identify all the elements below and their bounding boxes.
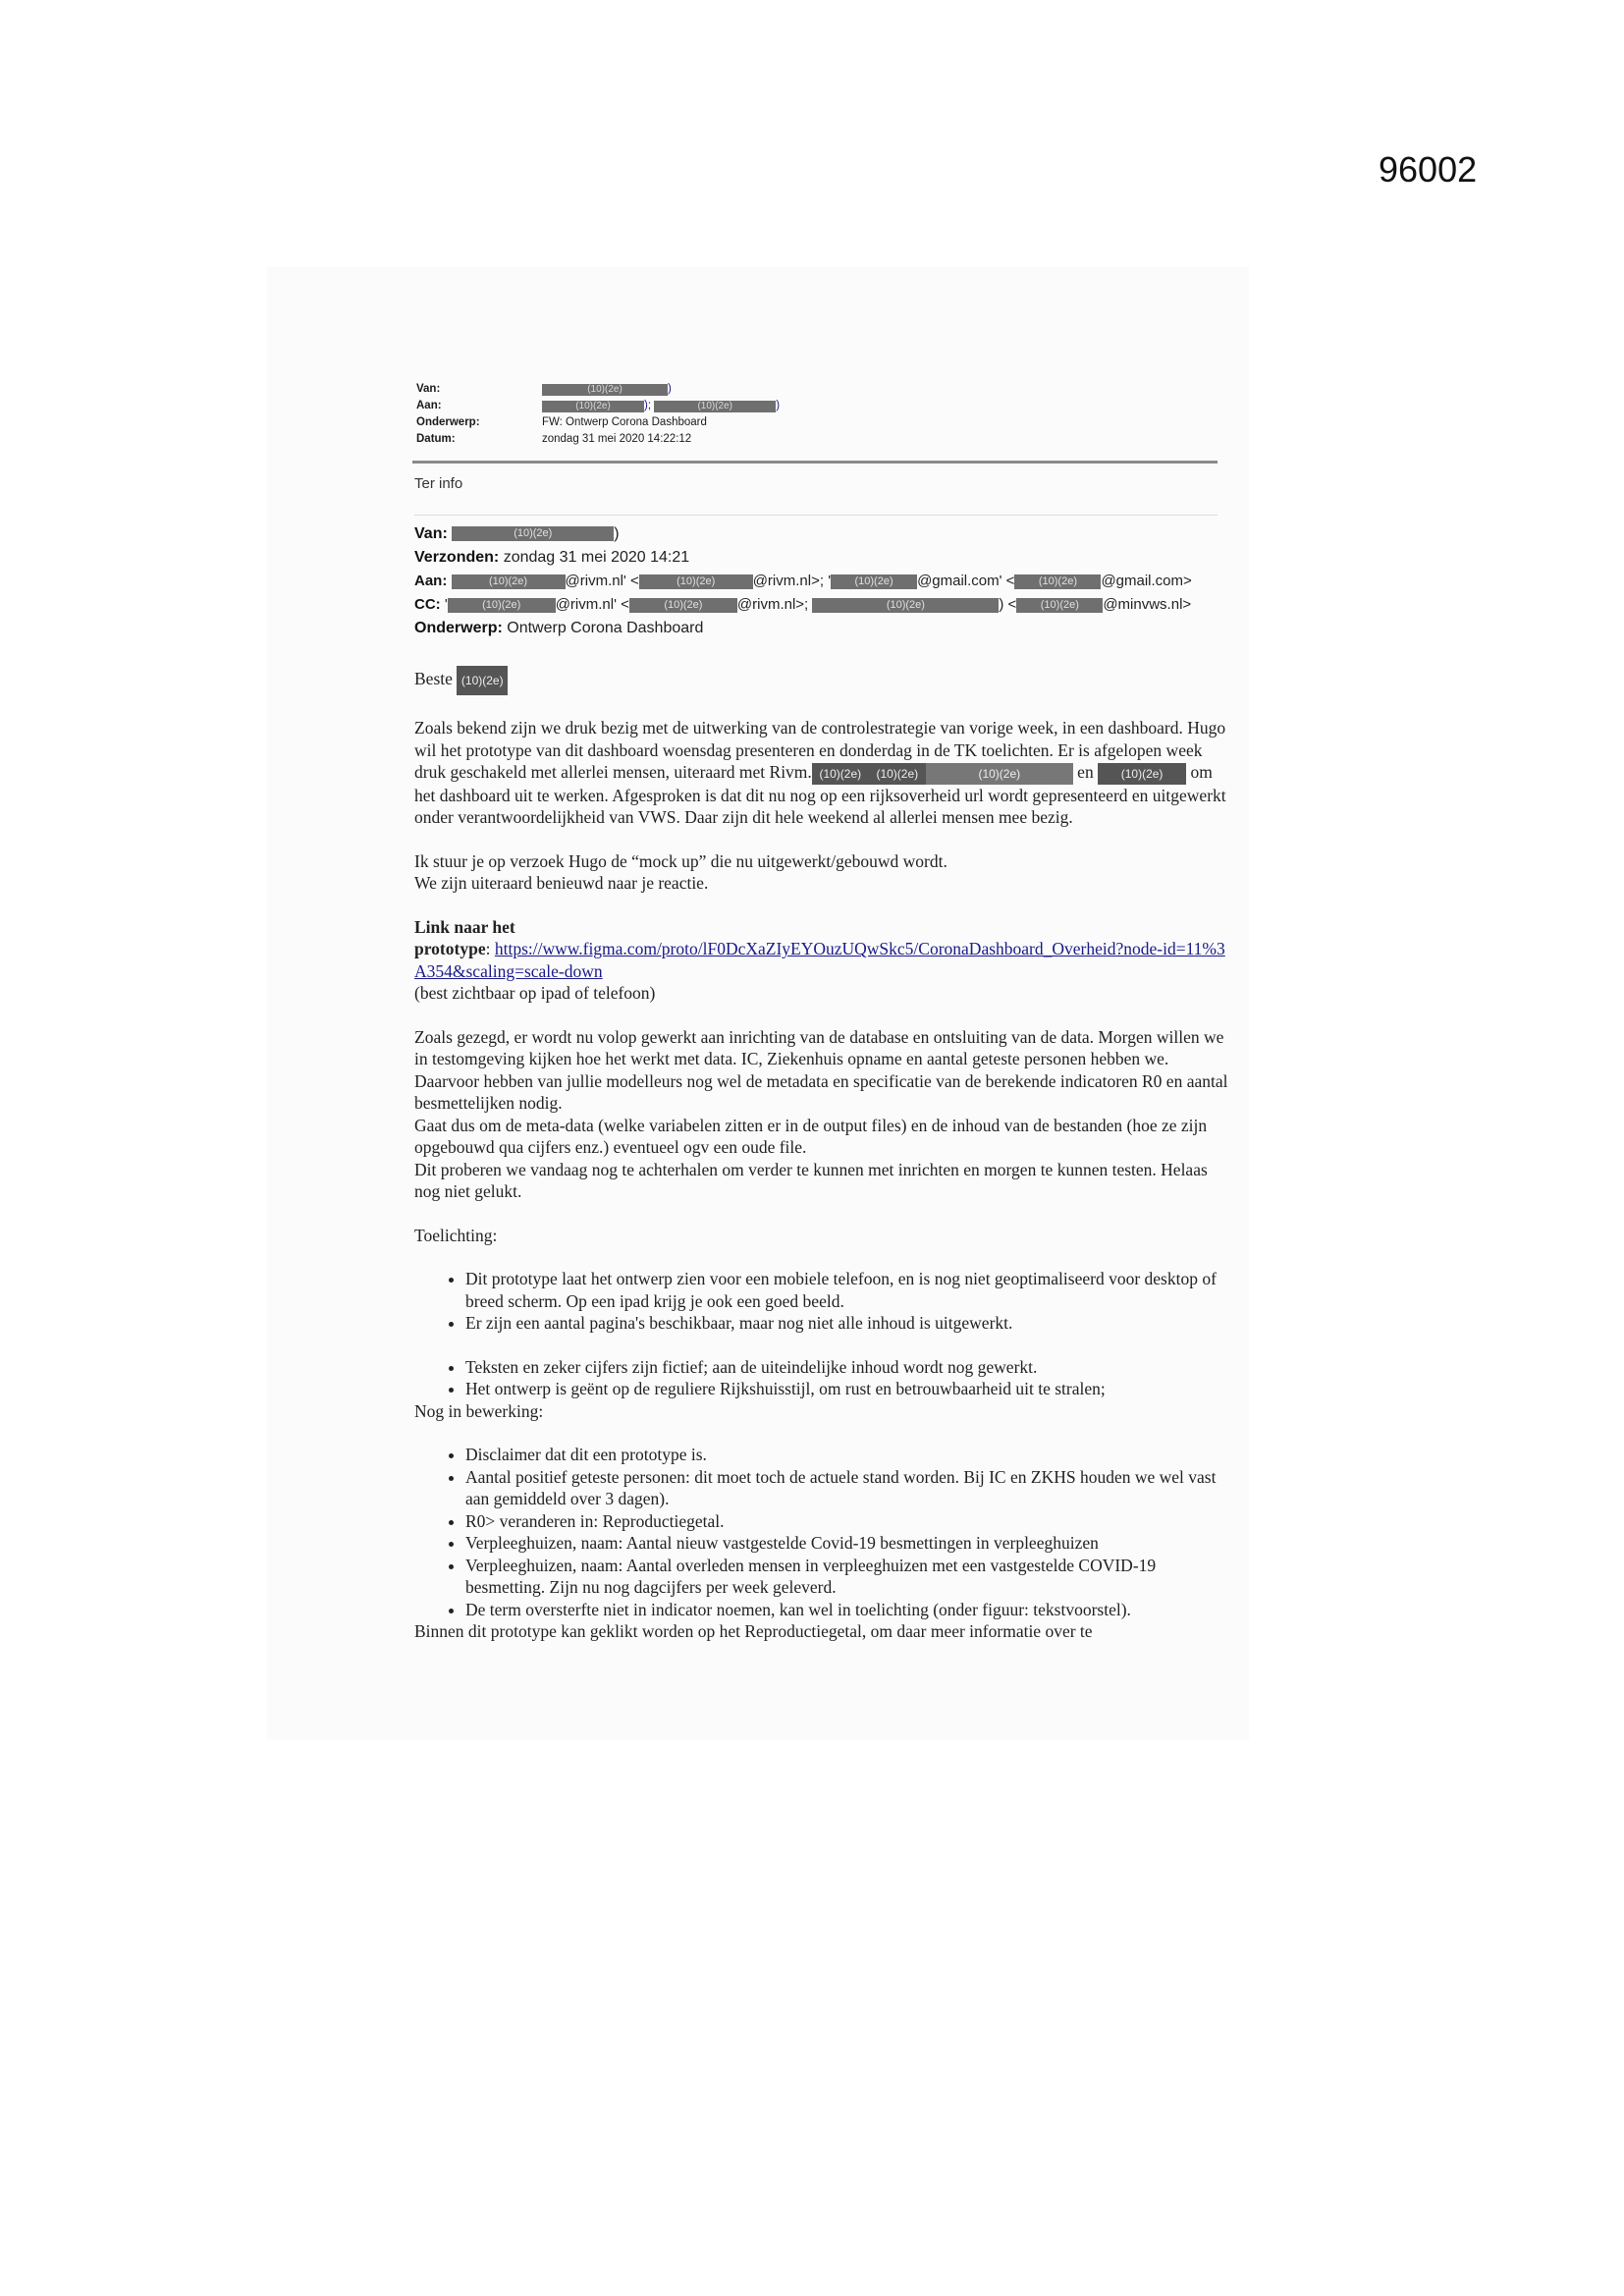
para-3d: Dit proberen we vandaag nog te achterhalen om verder te kunnen met inrichten en morgen te kunnen testen. Helaas nog niet gelukt.: [414, 1159, 1208, 1202]
redaction: (10)(2e): [452, 526, 614, 541]
redaction: (10)(2e): [542, 384, 668, 396]
redaction: (10)(2e): [629, 598, 737, 613]
list-item: • Verpleeghuizen, naam: Aantal overleden mensen in verpleeghuizen met een vastgestelde COVID-19 besmetting. Zijn nu nog dagcijfers per week geleverd.: [465, 1555, 1229, 1599]
datum-label: Datum:: [416, 433, 456, 445]
list-item: • Er zijn een aantal pagina's beschikbaar, maar nog niet alle inhoud is uitgewerkt.: [465, 1312, 1229, 1335]
aan-part: @gmail.com>: [1101, 573, 1192, 589]
redaction: (10)(2e): [639, 574, 753, 589]
cc-part: @rivm.nl>;: [736, 596, 809, 613]
redaction: (10)(2e): [654, 401, 776, 412]
verzonden: zondag 31 mei 2020 14:21: [503, 549, 690, 566]
bullet-list-2: [414, 1356, 1229, 1400]
nog-heading: Nog in bewerking:: [414, 1400, 544, 1421]
redaction: (10)(2e): [831, 574, 917, 589]
bullet-list-3: [414, 1444, 1229, 1620]
document-number: 96002: [1379, 149, 1478, 190]
list-item: • Aantal positief geteste personen: dit moet toch de actuele stand worden. Bij IC en ZKHS houden we wel vast aan gemiddeld over 3 dagen).: [465, 1466, 1229, 1510]
redaction: (10)(2e): [1014, 574, 1101, 589]
forwarded-header: Van: (10)(2e) ) Verzonden: zondag 31 mei 2020 14:21 Aan: (10)(2e) @rivm.nl' < (10)(2e) @rivm.nl>; ' (10)(2e) @gmail.com' < (10)(2e) @gmail.com> CC: ' (10)(2e) @rivm.nl' < (10)(2e) @rivm.nl>; (10)(2e) ) < (10)(2e) @minvws.nl> Onderwerp: Ontwerp Corona Dashboard: [414, 525, 1192, 636]
cc-label: CC:: [414, 596, 441, 613]
para-3c: Gaat dus om de meta-data (welke variabelen zitten er in de output files) en de inhoud van de bestanden (hoe ze zijn opgebouwd qua cijfers enz.) eventueel ogv een oude file.: [414, 1115, 1208, 1158]
aan-part: @gmail.com' <: [917, 573, 1015, 589]
redaction: (10)(2e): [1098, 763, 1186, 785]
link-title-2: prototype: [414, 939, 486, 959]
email-body: Beste (10)(2e) Zoals bekend zijn we druk bezig met de uitwerking van de controlestrategie van vorige week, in een dashboard. Hugo wil het prototype van dit dashboard woensdag presenteren en donderdag in de TK toelichten. Er is afgelopen week druk geschakeld met allerlei mensen, uiteraard met Rivm. (10)(2e) (10)(2e) (10)(2e) en (10)(2e) om het dashboard uit te werken. Afgesproken is dat dit nu nog op een rijksoverheid url wordt gepresenteerd en uitgewerkt onder verantwoordelijkheid van VWS. Daar zijn dit hele weekend al allerlei mensen mee bezig. Ik stuur je op verzoek Hugo de “mock up” die nu uitgewerkt/gebouwd wordt. We zijn uiteraard benieuwd naar je reactie. Link naar het prototype: https://www.figma.com/proto/lF0DcXaZIyEYOuzUQwSkc5/CoronaDashboard_Overheid?node-id=11%3A354&scaling=scale-down (best zichtbaar op ipad of telefoon) Zoals gezegd, er wordt nu volop gewerkt aan inrichting van de database en ontsluiting van de data. Morgen willen we in testomgeving kijken hoe het werkt met data. IC, Ziekenhuis opname en aantal geteste personen hebben we. Daarvoor hebben van jullie modelleurs nog wel de metadata en specificatie van de berekende indicatoren R0 en aantal besmettelijken nodig. Gaat dus om de meta-data (welke variabelen zitten er in de output files) en de inhoud van de bestanden (hoe ze zijn opgebouwd qua cijfers enz.) eventueel ogv een oude file. Dit proberen we vandaag nog te achterhalen om verder te kunnen met inrichten en morgen te kunnen testen. Helaas nog niet gelukt. Toelichting: • Dit prototype laat het ontwerp zien voor een mobiele telefoon, en is nog niet geoptimaliseerd voor desktop of breed scherm. Op een ipad krijg je ook een goed beeld. • Er zijn een aantal pagina's beschikbaar, maar nog niet alle inhoud is uitgewerkt. • Teksten en zeker cijfers zijn fictief; aan de uiteindelijke inhoud wordt nog gewerkt. • Het ontwerp is geënt op de reguliere Rijkshuisstijl, om rust en betrouwbaarheid uit te stralen; Nog in bewerking: • Disclaimer dat dit een prototype is. • Aantal positief geteste personen: dit moet toch de actuele stand worden. Bij IC en ZKHS houden we wel vast aan gemiddeld over 3 dagen). • R0> veranderen in: Reproductiegetal. • Verpleeghuizen, naam: Aantal nieuw vastgestelde Covid-19 besmettingen in verpleeghuizen • Verpleeghuizen, naam: Aantal overleden mensen in verpleeghuizen met een vastgestelde COVID-19 besmetting. Zijn nu nog dagcijfers per week geleverd. • De term oversterfte niet in indicator noemen, kan wel in toelichting (onder figuur: tekstvoorstel). Binnen dit prototype kan geklikt worden op het Reproductiegetal, om daar meer informatie over te: [414, 666, 1229, 1643]
list-item: • Teksten en zeker cijfers zijn fictief; aan de uiteindelijke inhoud wordt nog gewerkt.: [465, 1356, 1229, 1379]
aan-label: Aan:: [416, 400, 442, 411]
redaction: (10)(2e): [542, 401, 644, 412]
aan-part: @rivm.nl>; ': [752, 573, 832, 589]
toelichting-heading: Toelichting:: [414, 1225, 498, 1245]
onderwerp-label: Onderwerp:: [416, 416, 480, 428]
list-item: • De term oversterfte niet in indicator noemen, kan wel in toelichting (onder figuur: tekstvoorstel).: [465, 1599, 1229, 1621]
list-item: • Dit prototype laat het ontwerp zien voor een mobiele telefoon, en is nog niet geoptimaliseerd voor desktop of breed scherm. Op een ipad krijg je ook een goed beeld.: [465, 1268, 1229, 1312]
divider: [414, 515, 1218, 516]
date: zondag 31 mei 2020 14:22:12: [542, 433, 692, 445]
redaction: (10)(2e): [869, 763, 926, 785]
list-item: • Verpleeghuizen, naam: Aantal nieuw vastgestelde Covid-19 besmettingen in verpleeghuizen: [465, 1532, 1229, 1555]
para-2-line1: Ik stuur je op verzoek Hugo de “mock up” die nu uitgewerkt/gebouwd wordt.: [414, 850, 947, 871]
para-3: Zoals gezegd, er wordt nu volop gewerkt aan inrichting van de database en ontsluiting van de data. Morgen willen we in testomgeving kijken hoe het werkt met data. IC, Ziekenhuis opname en aantal geteste personen hebben we.: [414, 1026, 1224, 1069]
header-divider: [412, 461, 1218, 464]
greeting: Beste: [414, 669, 453, 689]
fwd-aan-label: Aan:: [414, 573, 448, 589]
van-label: Van:: [416, 383, 441, 395]
fwd-onderwerp-label: Onderwerp:: [414, 620, 503, 636]
para-3b: Daarvoor hebben van jullie modelleurs nog wel de metadata en specificatie van de berekende indicatoren R0 en aantal besmettelijken nodig.: [414, 1070, 1228, 1114]
redaction: (10)(2e): [448, 598, 556, 613]
subject: FW: Ontwerp Corona Dashboard: [542, 416, 707, 428]
list-item: • Disclaimer dat dit een prototype is.: [465, 1444, 1229, 1466]
cc-part: ) <: [999, 596, 1017, 613]
fwd-van-label: Van:: [414, 525, 448, 542]
list-item: • Het ontwerp is geënt op de reguliere Rijkshuisstijl, om rust en betrouwbaarheid uit te stralen;: [465, 1378, 1229, 1400]
redaction: (10)(2e): [812, 598, 999, 613]
aan-part: @rivm.nl' <: [565, 573, 639, 589]
link-title-1: Link naar het: [414, 916, 515, 937]
para-1-en: en: [1077, 762, 1094, 782]
list-item: • R0> veranderen in: Reproductiegetal.: [465, 1510, 1229, 1533]
cc-part: @minvws.nl>: [1103, 596, 1192, 613]
paren: ): [614, 525, 620, 542]
link-note: (best zichtbaar op ipad of telefoon): [414, 983, 656, 1004]
prototype-link[interactable]: https://www.figma.com/proto/lF0DcXaZIyEYOuzUQwSkc5/CoronaDashboard_Overheid?node-id=11%3A354&scaling=scale-down: [414, 939, 1225, 981]
email-header: Van: (10)(2e) ) Aan: (10)(2e) ); (10)(2e) ) Onderwerp: FW: Ontwerp Corona Dashboard Datum: zondag 31 mei 2020 14:22:12: [416, 381, 780, 448]
redaction: (10)(2e): [452, 574, 566, 589]
cc-part: @rivm.nl' <: [555, 596, 629, 613]
para-2-line2: We zijn uiteraard benieuwd naar je reactie.: [414, 873, 709, 894]
redaction: (10)(2e): [1016, 598, 1103, 613]
last-line: Binnen dit prototype kan geklikt worden op het Reproductiegetal, om daar meer informatie over te: [414, 1621, 1093, 1642]
redaction: (10)(2e): [457, 666, 508, 695]
redaction: (10)(2e): [926, 763, 1073, 785]
para-1b: om het dashboard uit te werken. Afgesproken is dat dit nu nog op een rijksoverheid url wordt gepresenteerd en uitgewerkt onder verantwoordelijkheid van VWS. Daar zijn dit hele weekend al allerlei mensen mee bezig.: [414, 762, 1226, 828]
bullet-list-1: [414, 1268, 1229, 1335]
redaction: (10)(2e): [812, 763, 869, 785]
ter-info: Ter info: [414, 475, 463, 492]
verzonden-label: Verzonden:: [414, 549, 500, 566]
para-1a: Zoals bekend zijn we druk bezig met de uitwerking van de controlestrategie van vorige week, in een dashboard. Hugo wil het prototype van dit dashboard woensdag presenteren en donderdag in de TK toelichten. Er is afgelopen week druk geschakeld met allerlei mensen, uiteraard met Rivm.: [414, 718, 1226, 782]
fwd-subject: Ontwerp Corona Dashboard: [507, 620, 704, 636]
